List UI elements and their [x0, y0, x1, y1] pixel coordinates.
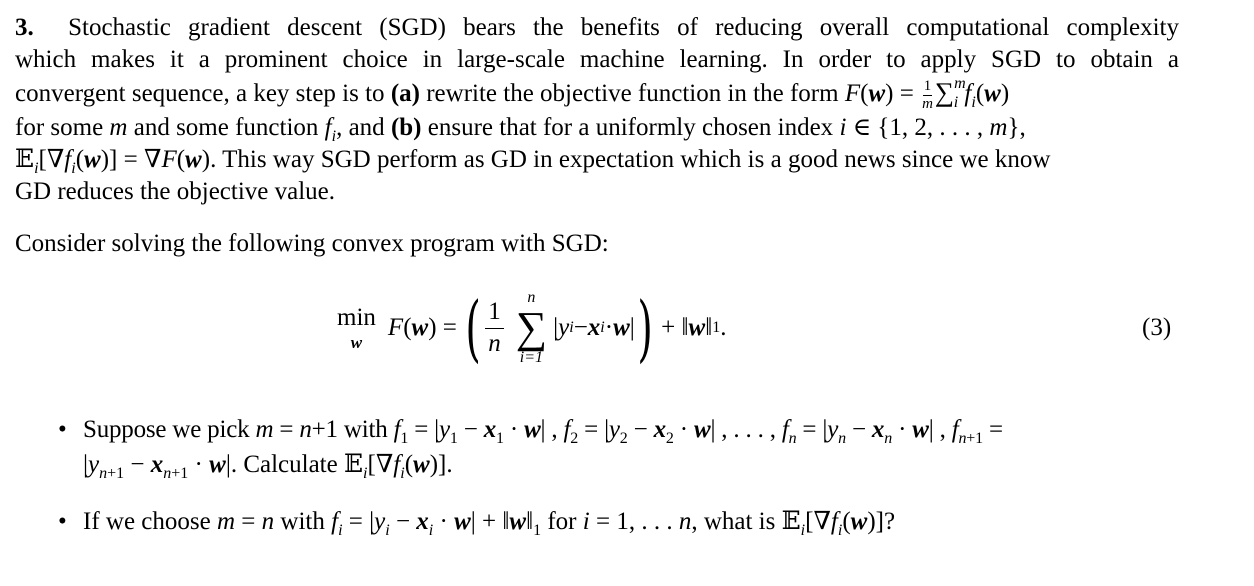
statement-line-6: GD reduces the objective value. [15, 177, 336, 205]
statement-line-4: for some m and some function $f_i$, and (b) ensure that for a uniformly chosen index i ∈ {1, 2, . . . , m}, [15, 113, 1026, 145]
statement-line-3: convergent sequence, a key step is to (a) rewrite the objective function in the form F(w) = $\frac{1}{m}$ ∑$^m_i$ $f_i(w)$ [15, 74, 1010, 112]
sum-operator: n ∑ i=1 [515, 289, 548, 366]
objective-form-formula: F [844, 80, 861, 107]
problem-page: 3. Stochastic gradient descent (SGD) bears the benefits of reducing overall computational complexity which makes it a prominent choice in large-scale machine learning. In order to apply SGD to obtain a convergent sequence, a key step is to (a) rewrite the objective function in the form F(w) = $\frac{1}{m}$ ∑$^m_i$ $f_i(w)$ for some m and some function $f_i$, and (b) ensure that for a uniformly chosen index i ∈ {1, 2, . . . , m}, $𝔼_i[\nabla f_i(w)] = \nabla F(w)$. This way SGD perform as GD in expectation which is a good news since we know GD reduces the objective value. Consider solving the following convex program with SGD: min w F ( w ) = ( $\frac{1}{n}$ n ∑ i=1 | y i − x i · w | ) + ‖ w ‖ 1 . (3) • Suppose we pick m = n+1 with $f_1 = |y_1 - x_1 \cdot w|$ , $f_2 = |y_2 - x_2 \cdot w|$ , . . . , $f_n = |y_n - x_n \cdot w|$ , $f_{n+1}$ = $|y_{n+1} - x_{n+1} \cdot w|$. Calculate $𝔼_i[\nabla f_i(w)]$. • If we choose m = n with $f_i = |y_i - x_i \cdot w|$ + $‖w‖_1$ for i = 1, . . . n, what is $𝔼_i[\nabla f_i(w)]$? [0, 0, 1254, 586]
statement-line-1: Stochastic gradient descent (SGD) bears the benefits of reducing overall computational complexity [68, 14, 1179, 41]
display-equation [0, 278, 1254, 378]
statement-line-2: which makes it a prominent choice in large-scale machine learning. In order to apply SGD to obtain a [15, 46, 1179, 73]
bullet-dot-icon: • [58, 416, 67, 443]
part-b-label: (b) [390, 113, 422, 141]
problem-statement [15, 12, 1179, 208]
consider-text: Consider solving the following convex program with SGD: [15, 230, 609, 257]
objective-equation: min w F ( w ) = ( $\frac{1}{n}$ n ∑ i=1 | y i − x i · w | ) + ‖ w ‖ 1 . [337, 286, 727, 370]
min-operator: min w [337, 304, 376, 352]
problem-number: 3. [15, 14, 34, 41]
part-a-label: (a) [390, 80, 420, 107]
bullet-dot-icon: • [58, 508, 67, 535]
statement-line-5: $𝔼_i[\nabla f_i(w)] = \nabla F(w)$. This way SGD perform as GD in expectation which is a good news since we know [15, 145, 1051, 177]
expectation-condition-formula: $𝔼_i[\nabla f_i(w)] = \nabla F(w)$ [15, 145, 211, 177]
equation-number: (3) [1142, 314, 1172, 341]
